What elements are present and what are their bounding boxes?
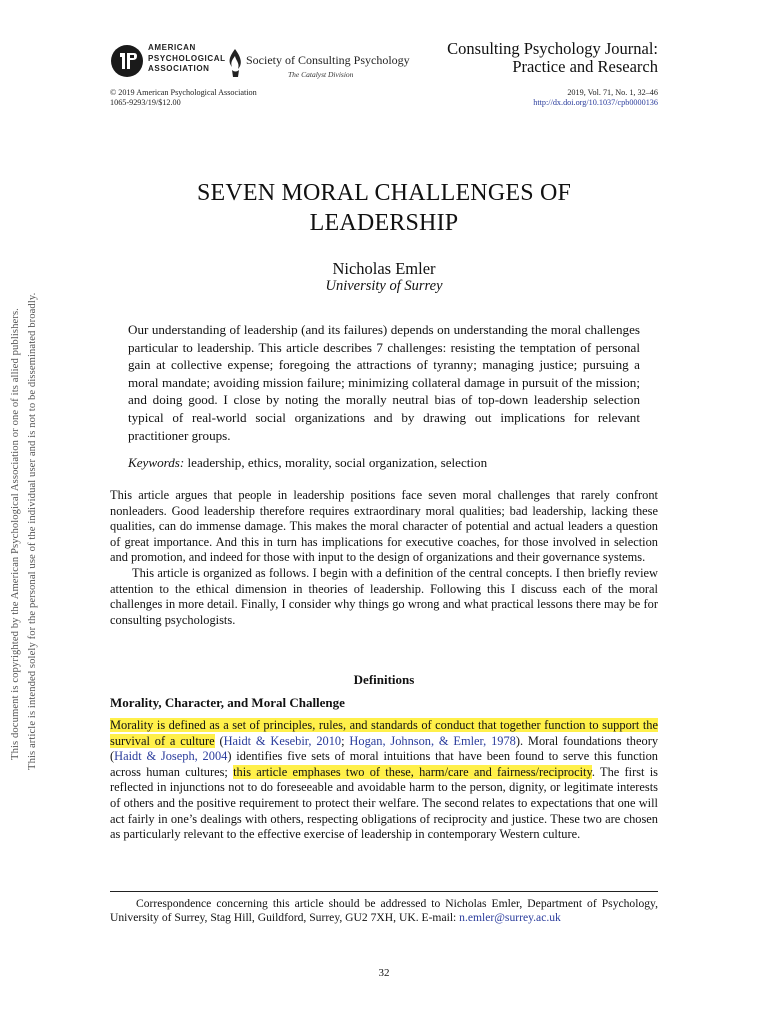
email-link[interactable]: n.emler@surrey.ac.uk [459,911,561,925]
citation-link[interactable]: Haidt & Joseph, 2004 [114,749,228,764]
highlight-2: this article emphases two of these, harm/care and fairness/reciprocity [233,764,592,779]
doi-link[interactable]: http://dx.doi.org/10.1037/cpb0000136 [533,98,658,107]
introduction [110,488,658,628]
publisher-logos [110,40,410,85]
author-name: Nicholas Emler [332,259,436,278]
correspondence-footnote: Correspondence concerning this article should be addressed to Nicholas Emler, Department of Psychology, University of Surrey, Stag Hill, Guildford, Surrey, GU2 7XH, UK. E-mail: n.emler@surrey.ac.uk [110,897,658,925]
intro-paragraph-2: This article is organized as follows. I begin with a definition of the central concepts. I then briefly review attention to the ethical dimension in theories of leadership. Following this I discuss each of the moral challenges in more detail. Finally, I consider why things go wrong and what practical lessons there may be for consulting psychologists. [110,565,658,627]
copyright-block: © 2019 American Psychological Association 1065-9293/19/$12.00 [110,88,257,107]
footnote-divider [110,891,658,892]
keywords-label: Keywords: [128,455,185,470]
scp-tagline: The Catalyst Division [288,70,354,79]
citation-link[interactable]: Hogan, Johnson, & Emler, 1978 [349,733,516,748]
copyright-notice-line-2: This article is intended solely for the personal use of the individual user and is not to be disseminated broadly. [27,292,38,770]
apa-logo-icon [110,44,144,78]
scp-flame-icon [226,48,244,78]
highlight-1: Morality is defined as a set of principles, rules, and standards of conduct that together function to support the survival of a culture [110,718,658,748]
section-heading: Definitions [353,672,415,687]
journal-title: Consulting Psychology Journal: Practice and Research [447,39,658,76]
article-title: SEVEN MORAL CHALLENGES OF LEADERSHIP [196,180,572,236]
abstract: Our understanding of leadership (and its failures) depends on understanding the moral challenges particular to leadership. This article describes 7 challenges: resisting the temptation of personal gain at collective expense; foregoing the attractions of tyranny; managing justice; pursuing a moral mandate; avoiding mission failure; minimizing collateral damage in pursuit of the mission; and doing good. I close by noting the morally neutral bias of top-down leadership selection typical of real-world social organizations and by drawing out implications for relevant practitioner groups. [128,322,640,443]
subsection-heading: Morality, Character, and Moral Challenge [110,695,345,710]
keywords [128,454,640,472]
definition-paragraph: Morality is defined as a set of principles, rules, and standards of conduct that together function to support the survival of a culture (Haidt & Kesebir, 2010; Hogan, Johnson, & Emler, 1978). Moral foundations theory (Haidt & Joseph, 2004) identifies five sets of moral intuitions that have been found to serve this function across human cultures; this article emphases two of these, harm/care and fairness/reciprocity. The first is reflected in injunctions not to do foreseeable and avoidable harm to the person, dignity, or legitimate interests of others and the positive requirement to protect their welfare. The second relates to expectations that one will act fairly in one’s dealings with others, respecting obligations of reciprocity and justice. These two are chosen as particularly relevant to the effective exercise of leadership in contemporary Western culture. [110,718,659,842]
author-affiliation: University of Surrey [325,278,443,294]
citation-block: 2019, Vol. 71, No. 1, 32–46 http://dx.doi.org/10.1037/cpb0000136 [533,88,658,107]
copyright-notice-line-1: This document is copyrighted by the American Psychological Association or one of its allied publishers. [10,308,21,760]
apa-wordmark: AMERICAN PSYCHOLOGICAL ASSOCIATION [148,43,226,73]
citation-link[interactable]: Haidt & Kesebir, 2010 [223,733,342,748]
scp-wordmark: Society of Consulting Psychology [246,53,410,67]
page-number: 32 [378,967,390,979]
keywords-list: leadership, ethics, morality, social organization, selection [187,455,488,470]
intro-paragraph-1: This article argues that people in leadership positions face seven moral challenges that rarely confront nonleaders. Good leadership therefore requires extraordinary moral qualities; bad leadership, lacking these qualities, can do immense damage. This makes the moral character of potential and actual leaders a question of great importance. And this in turn has implications for executive coaches, for those involved in selection and promotion, and indeed for those with input to the design of organizations and their governance systems. [110,488,658,565]
